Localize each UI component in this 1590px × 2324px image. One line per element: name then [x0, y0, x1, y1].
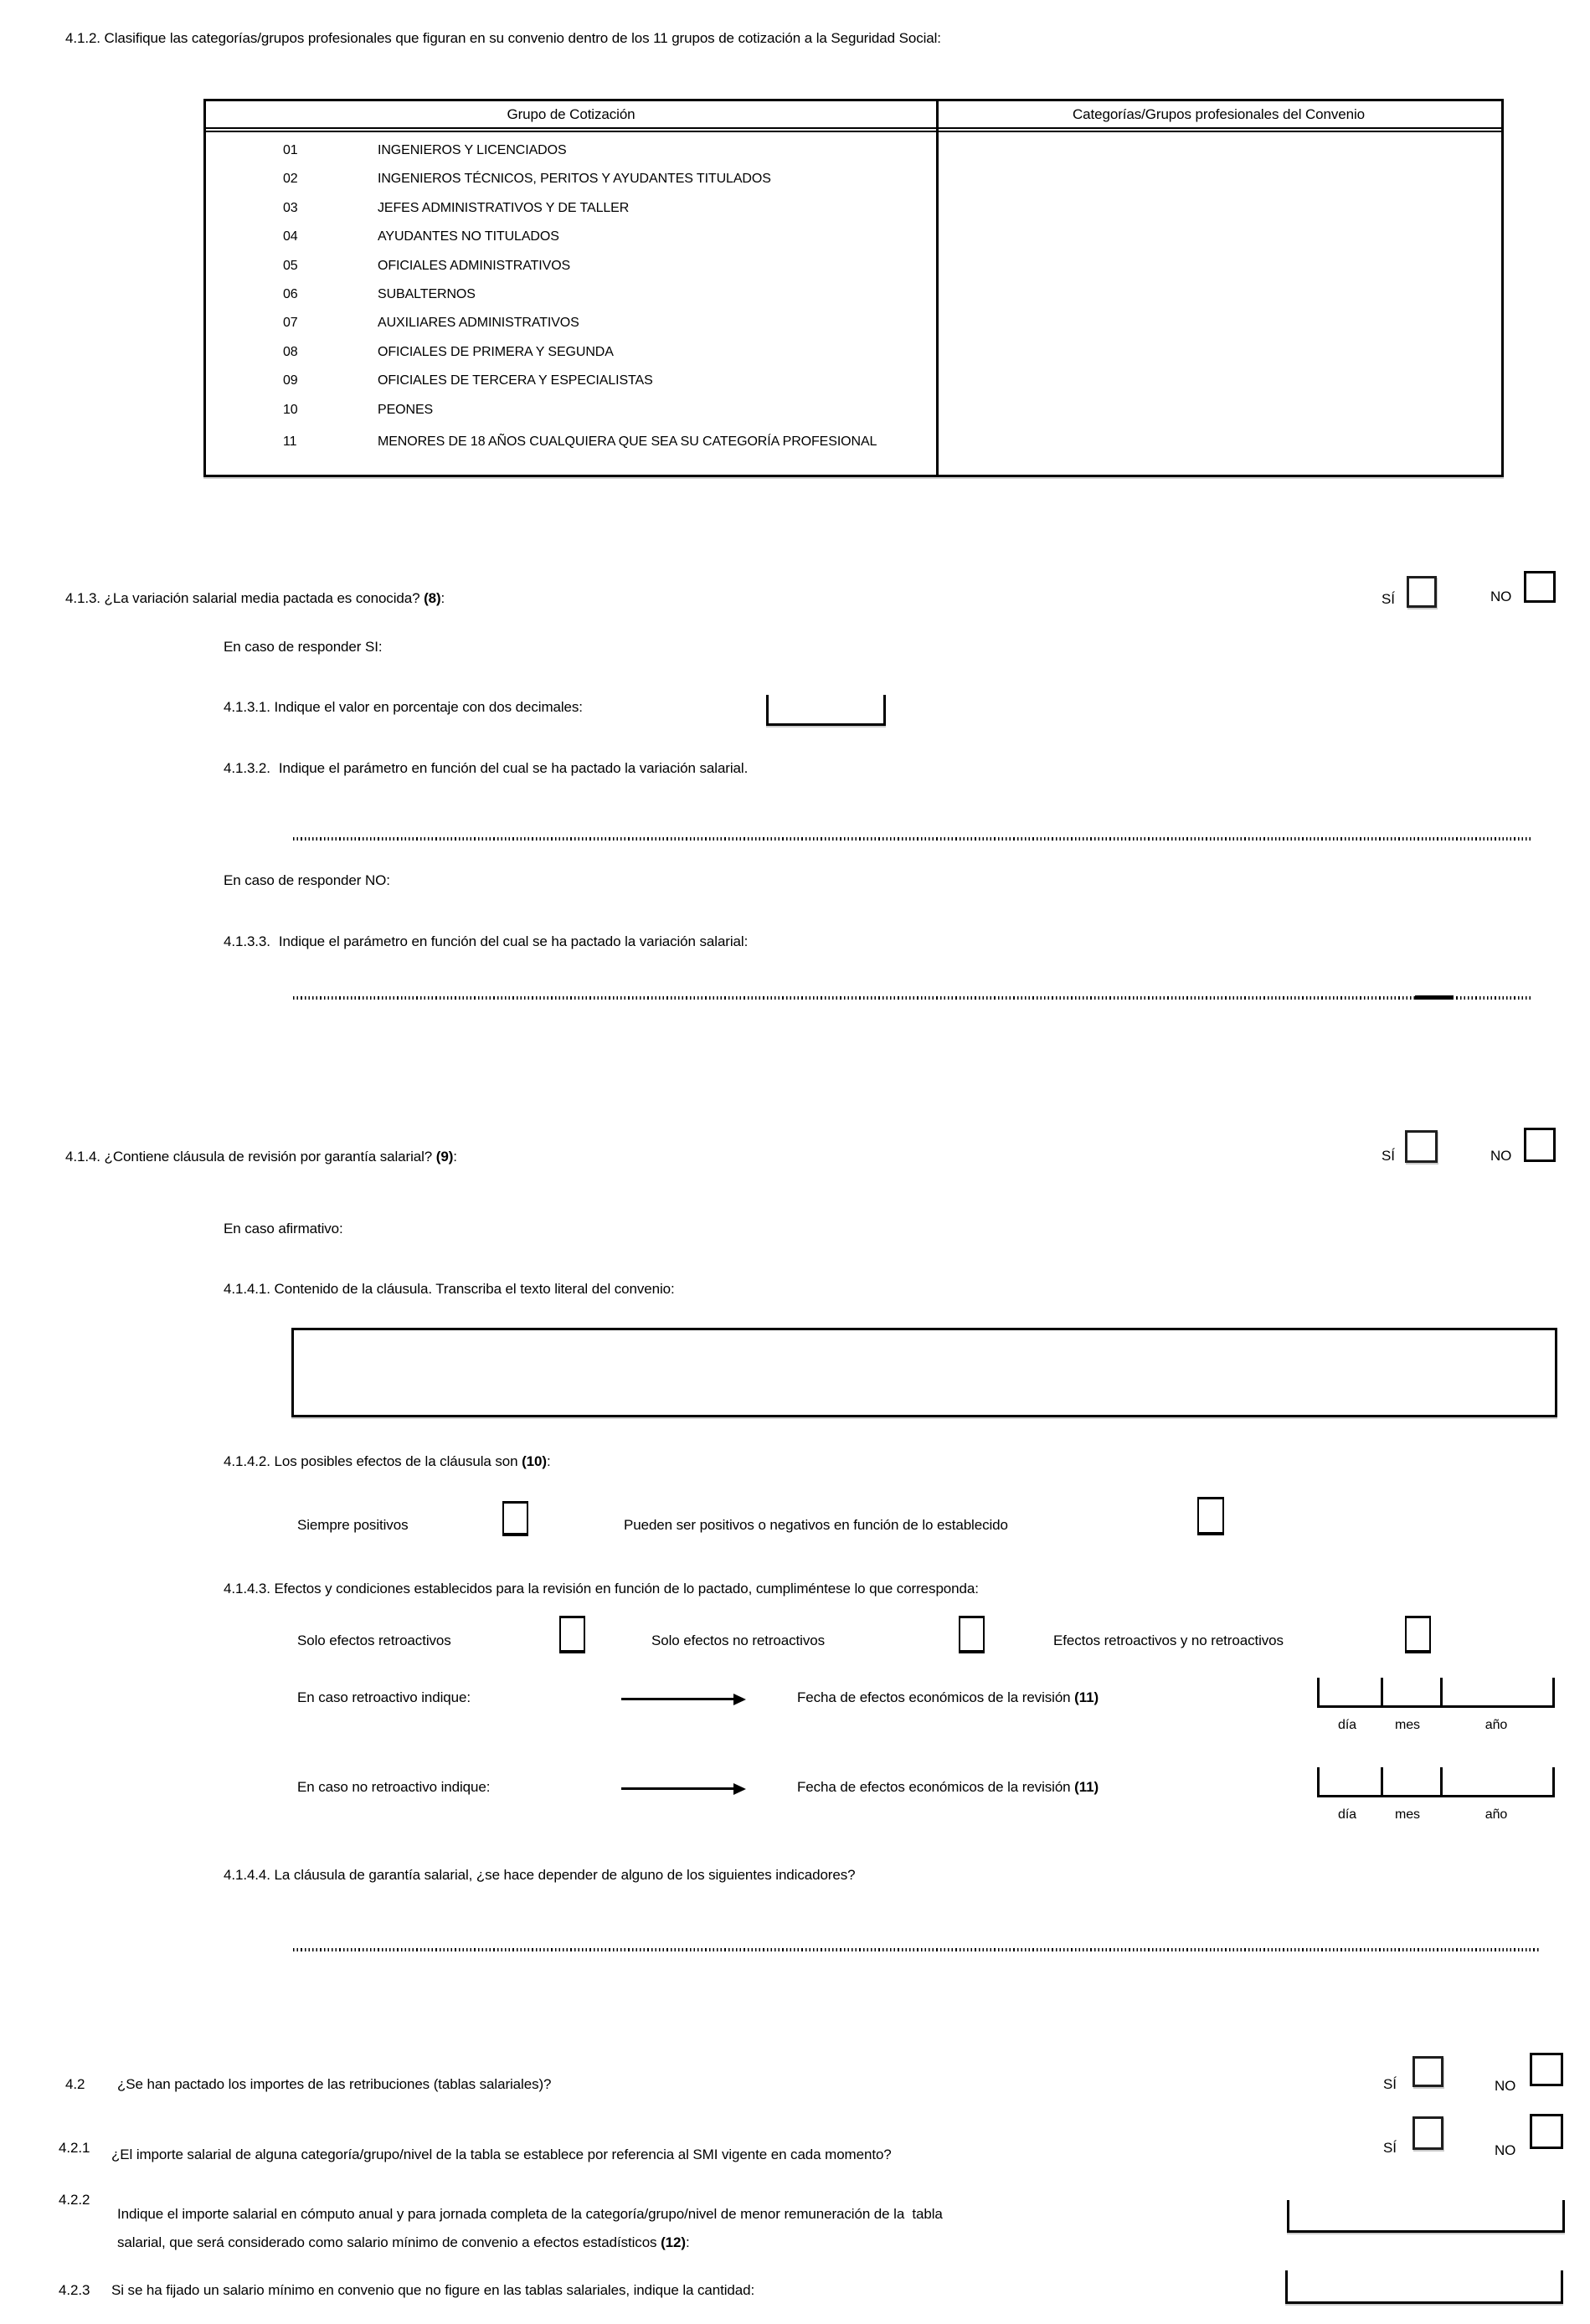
q42-no-label: NO [1495, 2078, 1516, 2094]
q421-yes-label: SÍ [1383, 2140, 1397, 2156]
noretro-date-input[interactable] [1317, 1767, 1555, 1797]
table-row [206, 143, 936, 172]
footnote-ref-9: (9) [435, 1149, 454, 1165]
group-label: INGENIEROS TÉCNICOS, PERITOS Y AYUDANTES TITULADOS [378, 172, 771, 187]
question-421-label: ¿El importe salarial de alguna categoría/grupo/nivel de la tabla se establece por referencia al SMI vigente en cada momento? [111, 2147, 892, 2162]
fecha-retro-label: Fecha de efectos económicos de la revisión (11) [797, 1689, 1099, 1705]
q4143-opt3-label: Efectos retroactivos y no retroactivos [1053, 1632, 1284, 1648]
q4142-opt1-label: Siempre positivos [297, 1517, 409, 1533]
table-row [206, 373, 936, 402]
question-4144-label: 4.1.4.4. La cláusula de garantía salarial, ¿se hace depender de alguno de los siguientes indicadores? [224, 1867, 856, 1883]
group-label: AUXILIARES ADMINISTRATIVOS [378, 316, 579, 331]
q422-amount-input[interactable] [1287, 2200, 1565, 2233]
table-row [206, 229, 936, 258]
question-4133-label: 4.1.3.3. Indique el parámetro en función del cual se ha pactado la variación salarial: [224, 933, 749, 949]
group-code: 04 [283, 229, 298, 244]
q414-no-checkbox[interactable] [1524, 1128, 1556, 1162]
q414-yes-checkbox[interactable] [1405, 1130, 1438, 1163]
group-code: 03 [283, 200, 298, 215]
table-row [206, 345, 936, 373]
group-code: 10 [283, 402, 298, 417]
retro-label: En caso retroactivo indique: [297, 1689, 471, 1705]
footnote-ref-11: (11) [1074, 1779, 1099, 1795]
question-4141-label: 4.1.4.1. Contenido de la cláusula. Transcriba el texto literal del convenio: [224, 1281, 675, 1297]
retro-date-input[interactable] [1317, 1678, 1555, 1708]
table-header-row [206, 101, 1501, 132]
group-label: JEFES ADMINISTRATIVOS Y DE TALLER [378, 200, 630, 215]
q4142-opt2-label: Pueden ser positivos o negativos en función de lo establecido [624, 1517, 1008, 1533]
q4142-opt1-checkbox[interactable] [502, 1501, 528, 1536]
noretro-label: En caso no retroactivo indique: [297, 1779, 491, 1795]
question-413-label: 4.1.3. ¿La variación salarial media pactada es conocida? (8): [65, 590, 445, 606]
q4133-answer-mark [1415, 995, 1454, 1000]
table-header-categorias: Categorías/Grupos profesionales del Convenio [1072, 105, 1366, 122]
q4143-opt3-checkbox[interactable] [1405, 1616, 1431, 1653]
ano-label: año [1485, 1718, 1508, 1732]
table-row [206, 403, 936, 431]
q413-yes-checkbox[interactable] [1407, 576, 1437, 608]
question-423-label: Si se ha fijado un salario mínimo en convenio que no figure en las tablas salariales, indique la cantidad: [111, 2282, 755, 2298]
question-422-label [117, 2200, 1172, 2257]
date-divider [1440, 1678, 1443, 1705]
fecha-noretro-label: Fecha de efectos económicos de la revisión (11) [797, 1779, 1099, 1795]
caso-no-label: En caso de responder NO: [224, 872, 390, 888]
q413-yes-label: SÍ [1382, 591, 1395, 607]
q423-amount-input[interactable] [1285, 2270, 1563, 2304]
table-header-grupo: Grupo de Cotización [507, 105, 635, 122]
question-42-number: 4.2 [65, 2076, 85, 2092]
group-code: 07 [283, 316, 298, 331]
ano-label: año [1485, 1807, 1508, 1822]
group-code: 01 [283, 143, 298, 157]
question-42-label: ¿Se han pactado los importes de las retribuciones (tablas salariales)? [117, 2076, 552, 2092]
group-code: 09 [283, 373, 298, 388]
q421-yes-checkbox[interactable] [1412, 2116, 1443, 2150]
group-code: 08 [283, 344, 298, 359]
question-4131-label: 4.1.3.1. Indique el valor en porcentaje con dos decimales: [224, 699, 583, 715]
table-row [206, 316, 936, 344]
group-label: PEONES [378, 402, 434, 417]
right-arrow-icon [621, 1698, 734, 1700]
group-label: OFICIALES DE PRIMERA Y SEGUNDA [378, 344, 614, 359]
question-421-number: 4.2.1 [59, 2140, 90, 2156]
table-row [206, 431, 936, 453]
date-divider [1440, 1767, 1443, 1795]
q4141-clause-textbox[interactable] [291, 1328, 1557, 1417]
footnote-ref-11: (11) [1074, 1689, 1099, 1705]
q414-yes-label: SÍ [1382, 1148, 1395, 1164]
q42-yes-label: SÍ [1383, 2076, 1397, 2092]
mes-label: mes [1395, 1718, 1420, 1732]
footnote-ref-10: (10) [522, 1453, 547, 1469]
question-4142-label: 4.1.4.2. Los posibles efectos de la cláusula son (10): [224, 1453, 551, 1469]
cotizacion-table [203, 99, 1504, 477]
dia-label: día [1338, 1718, 1356, 1732]
right-arrow-icon [621, 1787, 734, 1790]
date-divider [1381, 1678, 1383, 1705]
q42-no-checkbox[interactable] [1530, 2053, 1563, 2086]
q4143-opt2-checkbox[interactable] [959, 1616, 985, 1653]
group-code: 02 [283, 172, 298, 187]
q4143-opt1-checkbox[interactable] [559, 1616, 585, 1653]
question-414-label: 4.1.4. ¿Contiene cláusula de revisión por garantía salarial? (9): [65, 1149, 457, 1165]
q413-no-label: NO [1490, 589, 1512, 604]
q421-no-label: NO [1495, 2142, 1516, 2158]
question-422-number: 4.2.2 [59, 2192, 90, 2208]
q4132-answer-line[interactable] [293, 837, 1531, 841]
mes-label: mes [1395, 1807, 1420, 1822]
question-412-label: 4.1.2. Clasifique las categorías/grupos profesionales que figuran en su convenio dentro de los 11 grupos de cotización a la Seguridad Social: [65, 30, 941, 46]
caso-afirmativo-label: En caso afirmativo: [224, 1221, 343, 1237]
q4133-answer-line[interactable] [293, 996, 1531, 1000]
q4143-opt1-label: Solo efectos retroactivos [297, 1632, 451, 1648]
group-label: SUBALTERNOS [378, 286, 476, 301]
group-label: OFICIALES ADMINISTRATIVOS [378, 258, 571, 273]
q413-no-checkbox[interactable] [1524, 571, 1556, 603]
q42-yes-checkbox[interactable] [1412, 2056, 1443, 2087]
q4144-answer-line[interactable] [293, 1948, 1541, 1951]
date-divider [1381, 1767, 1383, 1795]
q421-no-checkbox[interactable] [1530, 2114, 1563, 2149]
group-label: MENORES DE 18 AÑOS CUALQUIERA QUE SEA SU CATEGORÍA PROFESIONAL [378, 434, 877, 449]
group-code: 05 [283, 258, 298, 273]
table-row [206, 201, 936, 229]
q4131-percentage-input[interactable] [766, 695, 886, 726]
caso-si-label: En caso de responder SI: [224, 639, 383, 655]
question-422-line2: salarial, que será considerado como salario mínimo de convenio a efectos estadísticos (12): [117, 2234, 690, 2250]
footnote-ref-12: (12) [661, 2234, 686, 2250]
categorias-answer-area[interactable] [939, 135, 1501, 475]
question-4143-label: 4.1.4.3. Efectos y condiciones establecidos para la revisión en función de lo pactado, cumpliméntese lo que corresponda: [224, 1581, 979, 1596]
q4143-opt2-label: Solo efectos no retroactivos [651, 1632, 825, 1648]
group-label: AYUDANTES NO TITULADOS [378, 229, 559, 244]
question-422-line1: Indique el importe salarial en cómputo anual y para jornada completa de la categoría/grupo/nivel de menor remuneración de la tabla [117, 2206, 943, 2222]
q414-no-label: NO [1490, 1148, 1512, 1164]
q4142-opt2-checkbox[interactable] [1197, 1497, 1224, 1535]
table-row [206, 287, 936, 316]
group-label: INGENIEROS Y LICENCIADOS [378, 143, 567, 157]
question-4132-label: 4.1.3.2. Indique el parámetro en función del cual se ha pactado la variación salarial. [224, 760, 749, 776]
group-label: OFICIALES DE TERCERA Y ESPECIALISTAS [378, 373, 653, 388]
question-423-number: 4.2.3 [59, 2282, 90, 2298]
group-code: 06 [283, 286, 298, 301]
table-rows [206, 143, 936, 453]
dia-label: día [1338, 1807, 1356, 1822]
table-row [206, 259, 936, 287]
group-code: 11 [283, 434, 297, 449]
table-row [206, 172, 936, 200]
footnote-ref-8: (8) [424, 590, 441, 606]
